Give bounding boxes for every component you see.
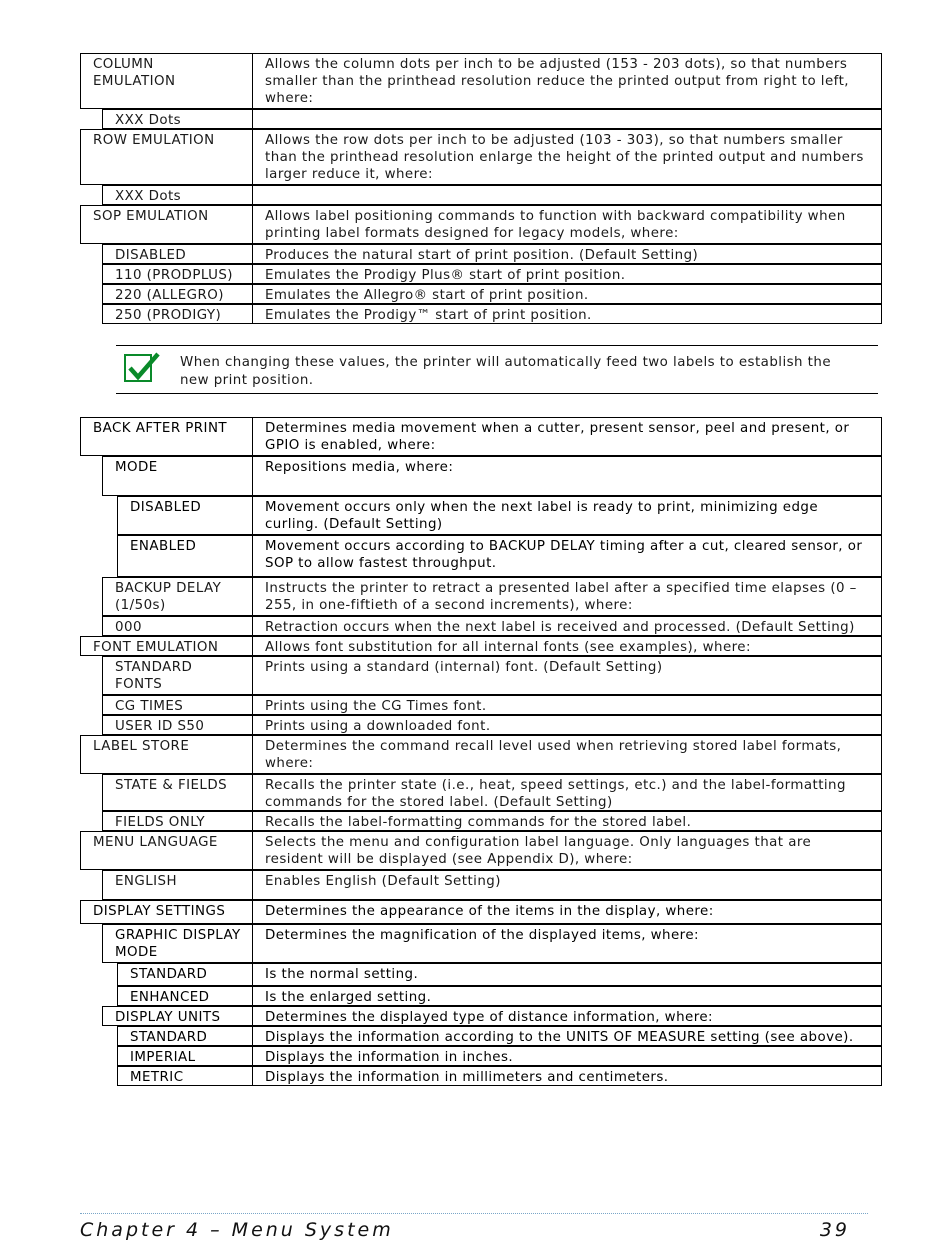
setting-description: Instructs the printer to retract a presented label after a specified time elapses (0 – 255, in one-fiftieth of a second increments), where: (253, 577, 882, 616)
table-row (80, 735, 882, 774)
setting-description: Produces the natural start of print position. (Default Setting) (253, 244, 882, 264)
table-row (80, 924, 882, 963)
setting-name: FIELDS ONLY (102, 811, 253, 831)
setting-name: GRAPHIC DISPLAY MODE (102, 924, 253, 963)
setting-name: ENGLISH (102, 870, 253, 900)
setting-name: COLUMN EMULATION (80, 53, 253, 109)
setting-name: ENABLED (117, 535, 253, 577)
table-row (80, 456, 882, 496)
table-row (80, 496, 882, 535)
setting-description: Determines the magnification of the displayed items, where: (253, 924, 882, 963)
setting-description: Determines the command recall level used when retrieving stored label formats, where: (253, 735, 882, 774)
table-row (80, 1026, 882, 1046)
setting-name: METRIC (117, 1066, 253, 1086)
checkmark-icon (124, 354, 152, 382)
table-row (80, 831, 882, 870)
setting-description: Recalls the label-formatting commands for the stored label. (253, 811, 882, 831)
chapter-title: Chapter 4 – Menu System (80, 1219, 394, 1241)
table-row (80, 109, 882, 129)
setting-name: FONT EMULATION (80, 636, 253, 656)
footer-divider (80, 1213, 868, 1214)
setting-description: Recalls the printer state (i.e., heat, speed settings, etc.) and the label-formatting commands for the stored label. (Default Setting) (253, 774, 882, 811)
setting-name: LABEL STORE (80, 735, 253, 774)
setting-name: STANDARD FONTS (102, 656, 253, 695)
table-row (80, 53, 882, 109)
setting-description: Determines media movement when a cutter, present sensor, peel and present, or GPIO is enabled, where: (253, 417, 882, 456)
table-row (80, 870, 882, 900)
table-row (80, 264, 882, 284)
setting-description: Emulates the Prodigy™ start of print position. (253, 304, 882, 324)
setting-name: 220 (ALLEGRO) (102, 284, 253, 304)
setting-name: STATE & FIELDS (102, 774, 253, 811)
setting-name: CG TIMES (102, 695, 253, 715)
page-footer (80, 1219, 850, 1241)
setting-name: XXX Dots (102, 109, 253, 129)
setting-name: 110 (PRODPLUS) (102, 264, 253, 284)
table-row (80, 577, 882, 616)
setting-description: Enables English (Default Setting) (253, 870, 882, 900)
setting-description: Is the normal setting. (253, 963, 882, 986)
table-row (80, 695, 882, 715)
setting-description: Movement occurs according to BACKUP DELAY timing after a cut, cleared sensor, or SOP to allow fastest throughput. (253, 535, 882, 577)
table-row (80, 284, 882, 304)
setting-description: Retraction occurs when the next label is received and processed. (Default Setting) (253, 616, 882, 636)
table-row (80, 636, 882, 656)
setting-description: Determines the displayed type of distance information, where: (253, 1006, 882, 1026)
setting-name: 000 (102, 616, 253, 636)
note-box (116, 345, 878, 394)
table-row (80, 1006, 882, 1026)
settings-table-emulation (80, 53, 882, 324)
page-number: 39 (819, 1219, 850, 1241)
setting-name: XXX Dots (102, 185, 253, 205)
setting-description: Prints using a standard (internal) font. (Default Setting) (253, 656, 882, 695)
setting-description (253, 185, 882, 205)
setting-name: MODE (102, 456, 253, 496)
setting-description (253, 109, 882, 129)
setting-name: STANDARD (117, 1026, 253, 1046)
table-row (80, 535, 882, 577)
table-row (80, 811, 882, 831)
table-row (80, 715, 882, 735)
table-row (80, 986, 882, 1006)
setting-name: DISABLED (102, 244, 253, 264)
setting-description: Prints using a downloaded font. (253, 715, 882, 735)
setting-name: IMPERIAL (117, 1046, 253, 1066)
setting-name: 250 (PRODIGY) (102, 304, 253, 324)
setting-description: Emulates the Allegro® start of print position. (253, 284, 882, 304)
setting-name: USER ID S50 (102, 715, 253, 735)
setting-name: MENU LANGUAGE (80, 831, 253, 870)
setting-name: ENHANCED (117, 986, 253, 1006)
setting-description: Is the enlarged setting. (253, 986, 882, 1006)
table-row (80, 616, 882, 636)
setting-description: Allows label positioning commands to function with backward compatibility when printing label formats designed for legacy models, where: (253, 205, 882, 244)
setting-description: Movement occurs only when the next label is ready to print, minimizing edge curling. (Default Setting) (253, 496, 882, 535)
setting-name: STANDARD (117, 963, 253, 986)
table-row (80, 417, 882, 456)
table-row (80, 900, 882, 924)
setting-name: BACK AFTER PRINT (80, 417, 253, 456)
setting-description: Repositions media, where: (253, 456, 882, 496)
setting-name: DISPLAY UNITS (102, 1006, 253, 1026)
table-row (80, 774, 882, 811)
setting-description: Displays the information in inches. (253, 1046, 882, 1066)
setting-name: ROW EMULATION (80, 129, 253, 185)
setting-description: Selects the menu and configuration label language. Only languages that are resident will be displayed (see Appendix D), where: (253, 831, 882, 870)
table-row (80, 1066, 882, 1086)
setting-description: Allows font substitution for all internal fonts (see examples), where: (253, 636, 882, 656)
setting-description: Allows the row dots per inch to be adjusted (103 - 303), so that numbers smaller than the printhead resolution enlarge the height of the printed output and numbers larger reduce it, where: (253, 129, 882, 185)
setting-name: BACKUP DELAY (1/50s) (102, 577, 253, 616)
table-row (80, 304, 882, 324)
table-row (80, 205, 882, 244)
note-text: When changing these values, the printer will automatically feed two labels to establish the new print position. (180, 355, 832, 388)
setting-name: DISPLAY SETTINGS (80, 900, 253, 924)
setting-name: SOP EMULATION (80, 205, 253, 244)
table-row (80, 656, 882, 695)
setting-name: DISABLED (117, 496, 253, 535)
setting-description: Emulates the Prodigy Plus® start of print position. (253, 264, 882, 284)
settings-table-print-options (80, 417, 882, 1086)
table-row (80, 185, 882, 205)
table-row (80, 1046, 882, 1066)
setting-description: Displays the information in millimeters and centimeters. (253, 1066, 882, 1086)
setting-description: Displays the information according to the UNITS OF MEASURE setting (see above). (253, 1026, 882, 1046)
table-row (80, 129, 882, 185)
setting-description: Allows the column dots per inch to be adjusted (153 - 203 dots), so that numbers smaller than the printhead resolution reduce the printed output from right to left, where: (253, 53, 882, 109)
setting-description: Prints using the CG Times font. (253, 695, 882, 715)
table-row (80, 963, 882, 986)
setting-description: Determines the appearance of the items in the display, where: (253, 900, 882, 924)
table-row (80, 244, 882, 264)
